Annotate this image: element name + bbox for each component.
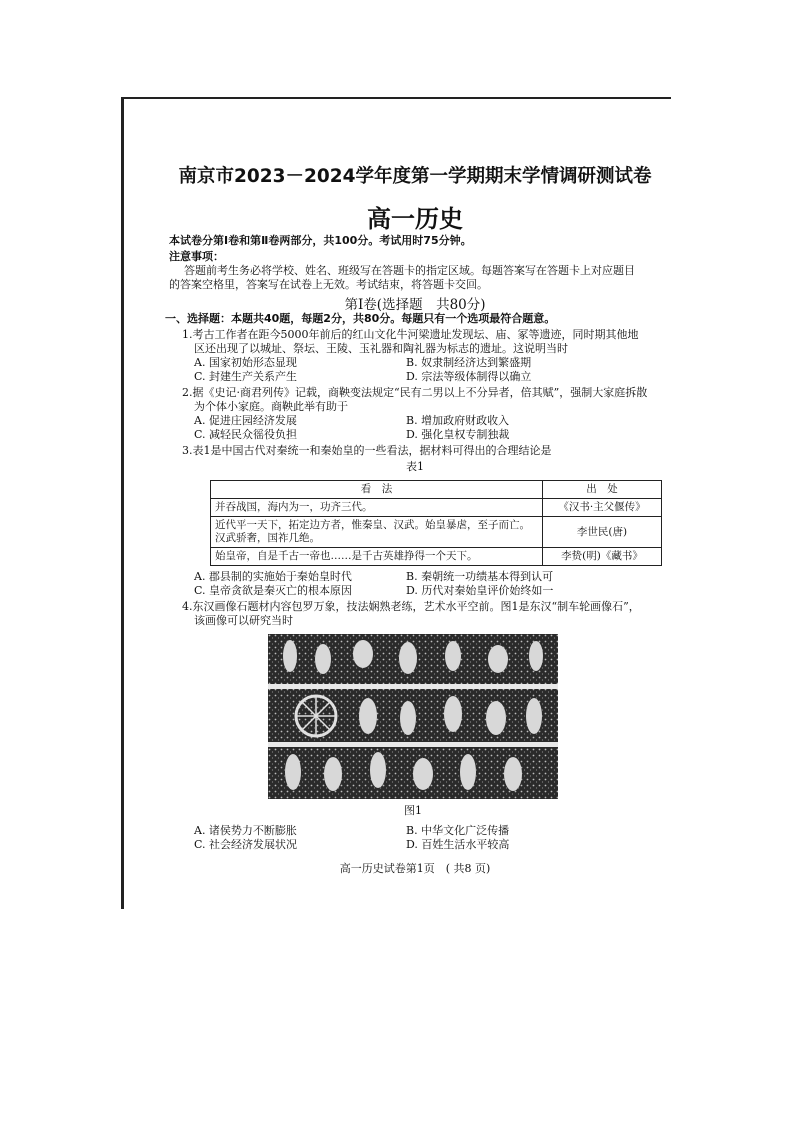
q2-stem-line-2: 为个体小家庭。商鞅此举有助于	[194, 400, 348, 413]
q2-option-b: B. 增加政府财政收入	[406, 414, 510, 427]
exam-intro: 本试卷分第Ⅰ卷和第Ⅱ卷两部分，共100分。考试用时75分钟。	[169, 234, 472, 247]
row-3-view-text: 始皇帝，自是千古一帝也……是千古英雄挣得一个天下。	[215, 550, 478, 562]
table-row	[211, 517, 662, 548]
notice-line-2: 的答案空格里，答案写在试卷上无效。考试结束，将答题卡交回。	[169, 278, 488, 291]
scan-border-left	[121, 97, 124, 909]
row-2-view	[211, 517, 543, 548]
notice-line-1: 答题前考生务必将学校、姓名、班级写在答题卡的指定区域。每题答案写在答题卡上对应题目	[184, 264, 635, 277]
q1-option-a: A. 国家初始形态显现	[194, 356, 297, 369]
q3-option-b: B. 秦朝统一功绩基本得到认可	[406, 570, 554, 583]
row-1-view	[211, 499, 543, 517]
q4-option-c: C. 社会经济发展状况	[194, 838, 298, 851]
q1-stem-line-1: 1.考古工作者在距今5000年前后的红山文化牛河梁遗址发现坛、庙、冢等遗迹，同时期其他地	[182, 328, 639, 341]
subject-title: 高一历史	[367, 205, 463, 233]
exam-title: 南京市2023－2024学年度第一学期期末学情调研测试卷	[178, 166, 652, 187]
q4-stem-line-1: 4.东汉画像石题材内容包罗万象，技法娴熟老练，艺术水平空前。图1是东汉“制车轮画像石”，	[182, 600, 640, 613]
page-footer: 高一历史试卷第1页 ( 共8 页)	[339, 862, 491, 875]
q1-option-d: D. 宗法等级体制得以确立	[406, 370, 532, 383]
column-header-source: 出 处	[543, 481, 662, 499]
q3-option-a: A. 郡县制的实施始于秦始皇时代	[194, 570, 352, 583]
table-header-row	[211, 481, 662, 499]
notice-label: 注意事项：	[169, 250, 224, 263]
figure-caption: 图1	[404, 804, 422, 817]
row-2-view-line-2: 汉武骄奢，国祚几绝。	[215, 532, 320, 544]
row-1-source: 《汉书·主父偃传》	[543, 499, 662, 517]
viewpoints-table	[210, 480, 662, 566]
table-row	[211, 499, 662, 517]
q2-option-a: A. 促进庄园经济发展	[194, 414, 297, 427]
q1-option-b: B. 奴隶制经济达到繁盛期	[406, 356, 532, 369]
row-2-view-line-1: 近代平一天下，拓定边方者，惟秦皇、汉武。始皇暴虐，至子而亡。	[215, 519, 530, 531]
q2-stem-line-1: 2.据《史记·商君列传》记载，商鞅变法规定“民有二男以上不分异者，倍其赋”，强制大家庭拆散	[182, 386, 648, 399]
q3-option-c: C. 皇帝贪欲是秦灭亡的根本原因	[194, 584, 353, 597]
scan-border-top	[121, 97, 671, 99]
q1-option-c: C. 封建生产关系产生	[194, 370, 298, 383]
table-row	[211, 548, 662, 566]
table-caption: 表1	[406, 460, 424, 473]
section-1-instruction: 一、选择题：本题共40题，每题2分，共80分。每题只有一个选项最符合题意。	[165, 312, 556, 325]
q3-option-d: D. 历代对秦始皇评价始终如一	[406, 584, 554, 597]
section-1-title: 第Ⅰ卷(选择题 共80分)	[344, 297, 486, 313]
row-1-view-text: 并吞战国，海内为一，功齐三代。	[215, 501, 373, 513]
row-3-view	[211, 548, 543, 566]
row-3-source: 李贽(明)《藏书》	[543, 548, 662, 566]
column-header-view: 看 法	[211, 481, 543, 499]
row-2-source: 李世民(唐)	[543, 517, 662, 548]
q4-option-d: D. 百姓生活水平较高	[406, 838, 510, 851]
q4-stem-line-2: 该画像可以研究当时	[194, 614, 293, 627]
q4-option-a: A. 诸侯势力不断膨胀	[194, 824, 297, 837]
q2-option-c: C. 减轻民众徭役负担	[194, 428, 298, 441]
q2-option-d: D. 强化皇权专制独裁	[406, 428, 510, 441]
q1-stem-line-2: 区还出现了以城址、祭坛、王陵、玉礼器和陶礼器为标志的遗址。这说明当时	[194, 342, 568, 355]
stone-relief-image	[268, 634, 558, 799]
q3-stem: 3.表1是中国古代对秦统一和秦始皇的一些看法，据材料可得出的合理结论是	[182, 444, 552, 457]
q4-option-b: B. 中华文化广泛传播	[406, 824, 510, 837]
